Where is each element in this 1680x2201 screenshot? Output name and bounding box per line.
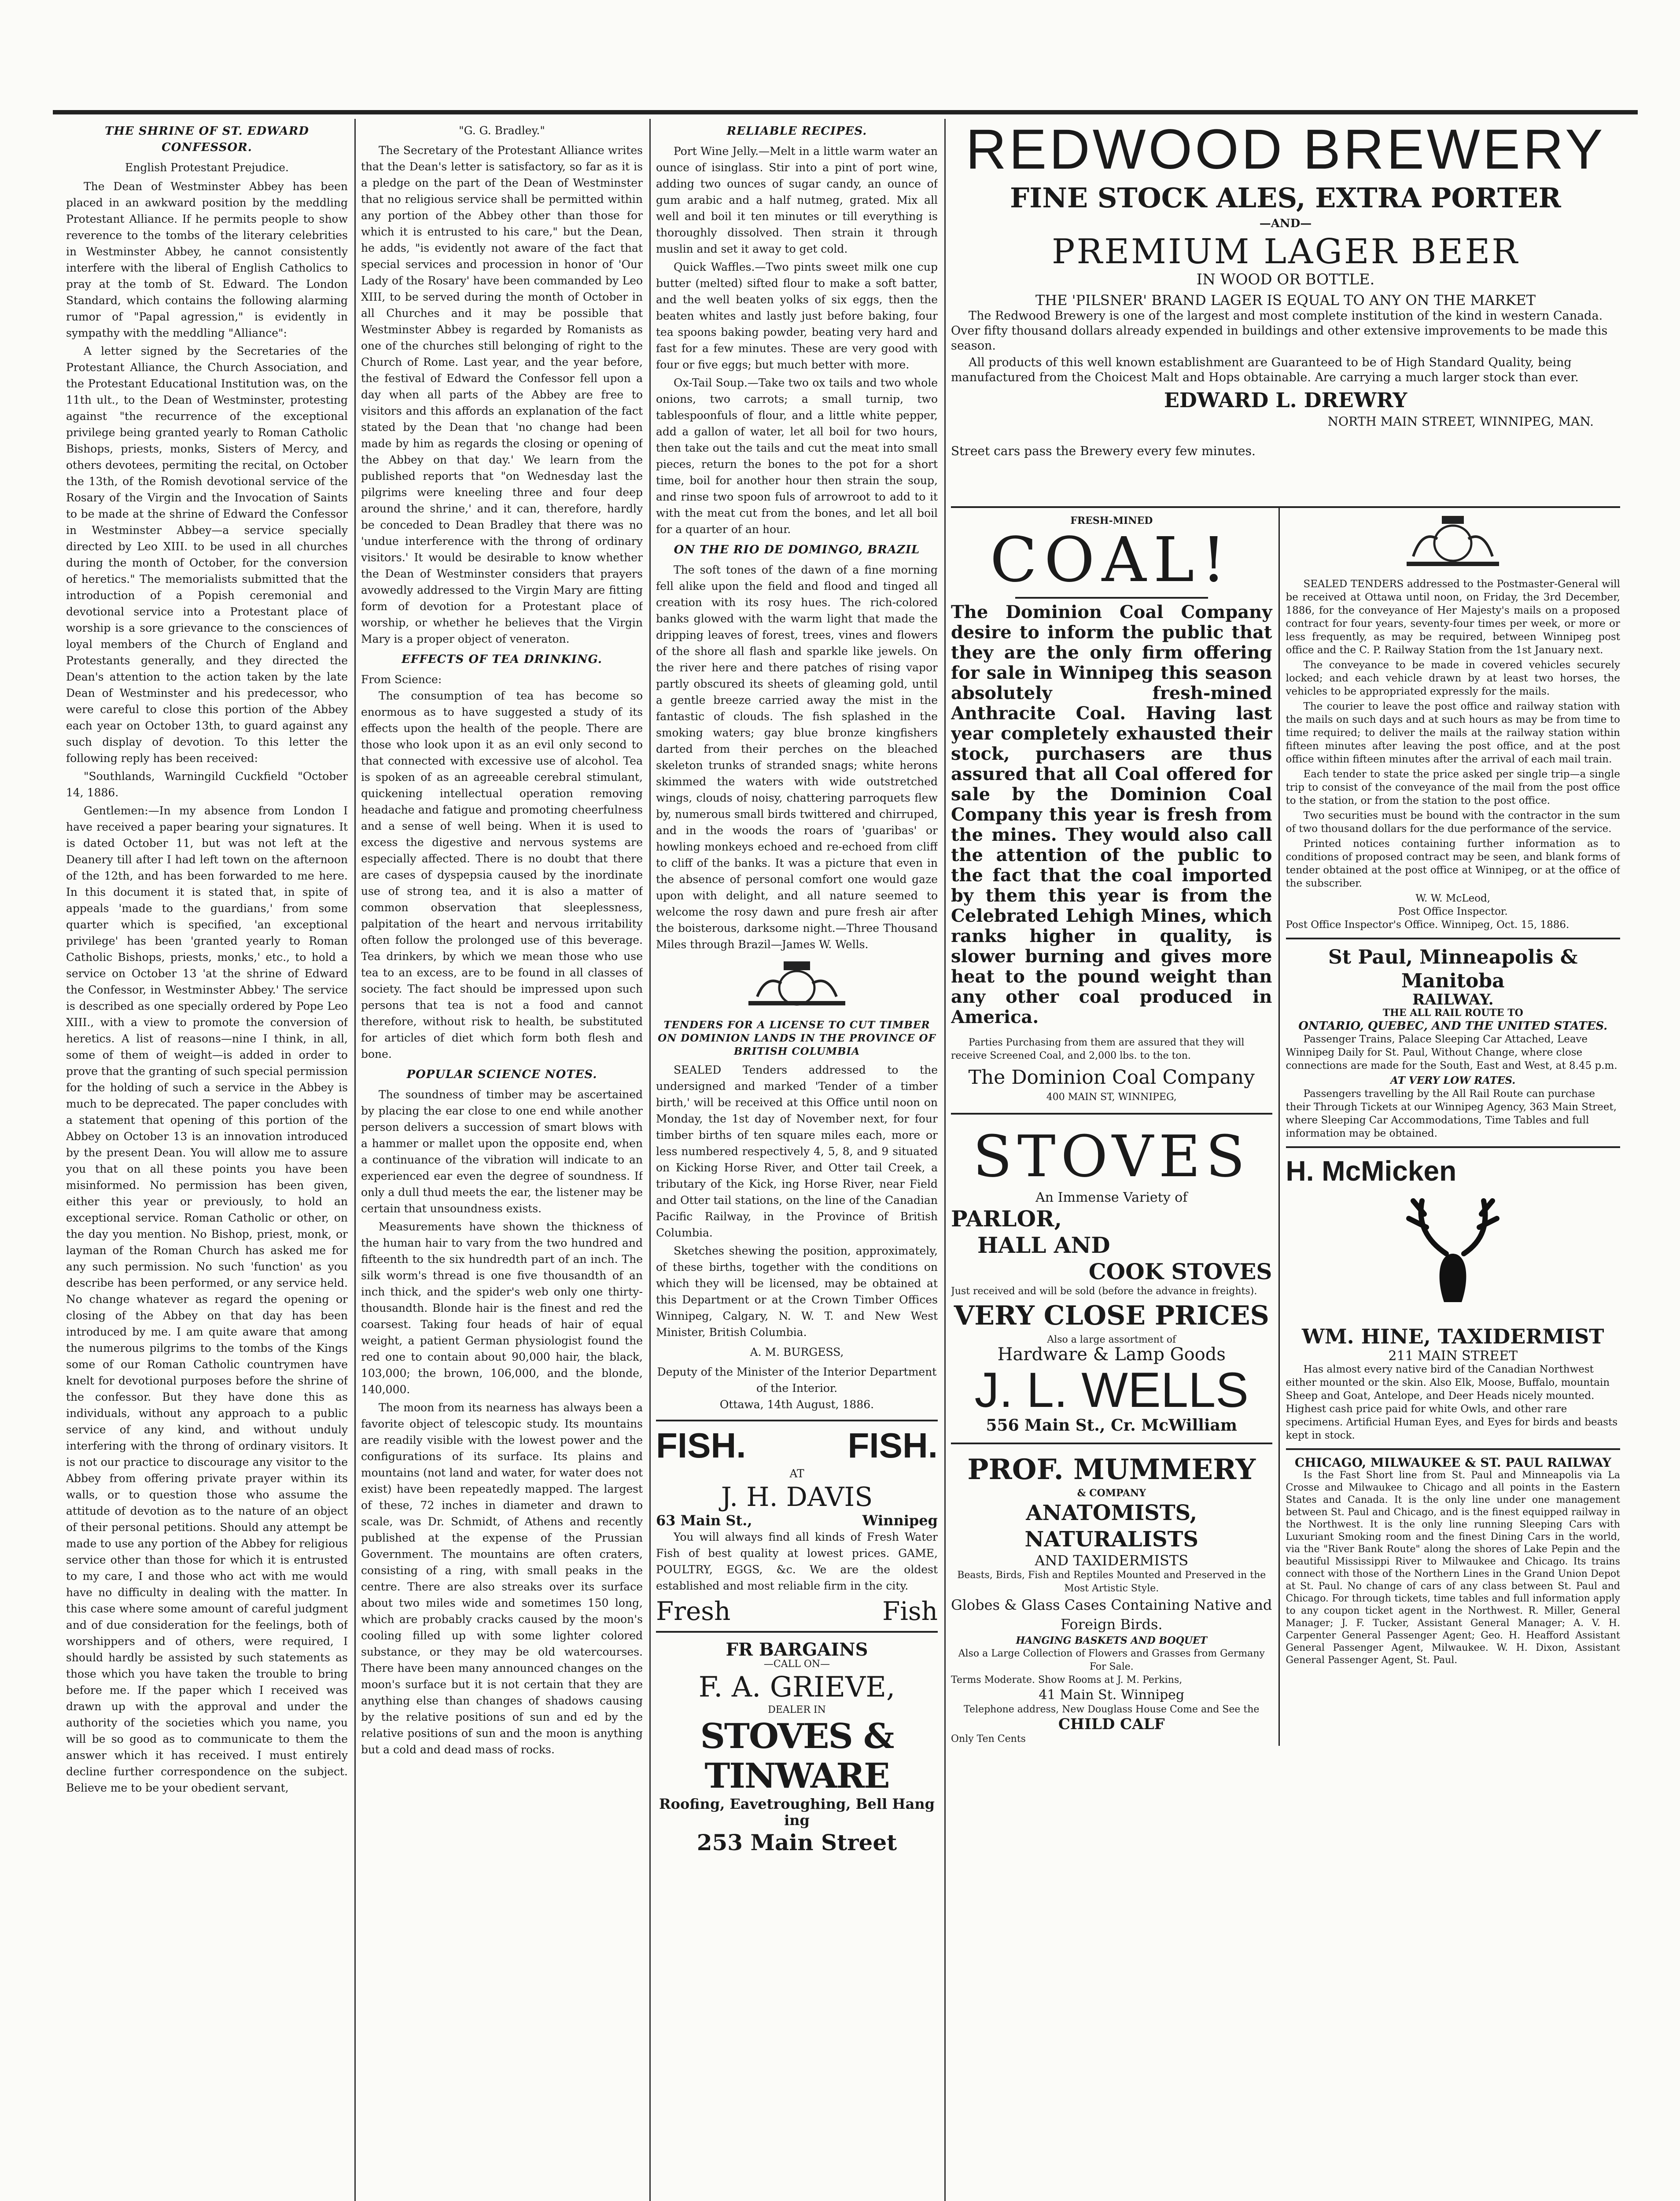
brewery-ad [951,119,1620,508]
brewery-name: REDWOOD BREWERY [965,119,1606,181]
mummery-text: Beasts, Birds, Fish and Reptiles Mounted and Preserved in the Most Artistic Style. [957,1570,1266,1594]
call-on: —CALL ON— [763,1659,830,1670]
brewery-line2: PREMIUM LAGER BEER [1051,232,1520,272]
fish-address: 63 Main St., [656,1512,752,1529]
article-title: POPULAR SCIENCE NOTES. [406,1068,597,1081]
stoves-also: Also a large assortment of [1047,1334,1176,1345]
stoves-variety: An Immense Variety of [1035,1190,1188,1205]
coal-body: The Dominion Coal Company desire to inform the public that they are the only firm offering for sale in Winnipeg this season absolutely fresh-mined Anthracite Coal. Having last year completely exhausted their stock, purchasers are thus assured that all Coal offered for sale by the Dominion Coal Company this year is fresh from the mines. They would also call the attention of the public to the fact that the coal imported by them this year is from the Celebrated Lehigh Mines, which ranks higher in quality, is slower burning and gives more heat to the pound weight than any other coal produced in America. [951,602,1272,1027]
paragraph: The moon from its nearness has always been a favorite object of telescopic study. Its mountains are readily visible with the lowest power and the configurations of its surface. Its plains and mountains (not land and water, for water does not exist) have been repeatedly mapped. The largest of these, 72 inches in diameter and drawn to scale, was Dr. Schmidt, of Athens and recently published at the expense of the Prussian Government. The mountains are often craters, consisting of a ring, with small peaks in the centre. There are also streaks over its surface about two miles wide and sometimes 150 long, which are probably cracks caused by the moon's cooling filled up with some lighter colored substance, or they may be old watercourses. There have been many announced changes on the moon's surface but it is not certain that they are anything else than changes of shadows causing by the relative positions of sun and ed by the relative positions of sun and the moon is anything but a cold and dead mass of rocks. [361,1401,643,1756]
paragraph: Sketches shewing the position, approximately, of these births, together with the conditions on which they will be licensed, may be obtained at this Department or at the Crown Timber Offices Winnipeg, Calgary, N. W. T. and New West Minister, British Columbia. [656,1244,938,1339]
paragraph: "Southlands, Warningild Cuckfield "October 14, 1886. [66,770,348,799]
paragraph: The soft tones of the dawn of a fine morning fell alike upon the field and flood and tinged all creation with its rosy hues. The rich-colored banks glowed with the warm light that made the dripping leaves of forest, trees, vines and flowers of the shore all flash and sparkle like jewels. On the river here and there patches of rising vapor partly obscured its sheets of gleaming gold, until a gentle breeze carried away the mist in the fantastic of clouds. The fish splashed in the smoking waters; gay blue bronze kingfishers darted from their perches on the bleached skeleton trunks of stranded snags; white herons skimmed the waters with wide outstretched wings, clouds of noisy, chattering parroquets flew by, numerous small birds twittered and chirruped, and in the woods the roars of 'guaribas' or howling monkeys echoed and re-echoed from cliff to cliff of the banks. It was a picture that even in the absence of personal comfort one would gaze upon with delight, and all nature seemed to welcome the rosy dawn and pure fresh air after the boisterous, darksome night.—Three Thousand Miles through Brazil—James W. Wells. [656,563,938,951]
stoves-parlor: PARLOR, [951,1206,1062,1232]
wells-name: J. L. WELLS [974,1362,1249,1417]
mummery-company: & COMPANY [1077,1487,1146,1499]
mcmicken-name: H. McMicken [1286,1155,1457,1187]
grieve-ad [656,1639,938,1857]
paragraph: Is the Fast Short line from St. Paul and Minneapolis via La Crosse and Milwaukee to Chicago and all points in the Eastern States and Canada. It is the only line under one management between St. Paul and Chicago, and is the finest equipped railway in the Northwest. It is the only line running Sleeping Cars with Luxuriant Smoking room and the finest Dining Cars in the world, via the "River Bank Route" along the shores of Lake Pepin and the beautiful Mississippi River to Milwaukee and Chicago. Its trains connect with those of the Northern Lines in the Grand Union Depot at St. Paul. No change of cars of any class between St. Paul and Chicago. For through tickets, time tables and full information apply to any coupon ticket agent in the Northwest. R. Miller, General Manager; J. F. Tucker, Assistant General Manager; A. V. H. Carpenter General Passenger Agent; Geo. H. Heafford Assistant General Passenger Agent, Milwaukee. W. H. Dixon, Assistant General Passenger Agent, St. Paul. [1286,1470,1620,1666]
paragraph: Measurements have shown the thickness of the human hair to vary from the two hundred and fifteenth to the six hundredth part of an inch. The silk worm's thread is one five thousandth of an inch thick, and the spider's web only one thirty-thousandth. Blonde hair is the finest and red the coarsest. Taking four heads of hair of equal weight, a patient German physiologist found the red one to contain about 90,000 hair, the black, 103,000; the brown, 106,000, and the blonde, 140,000. [361,1220,643,1396]
article-title: RELIABLE RECIPES. [726,125,867,138]
coal-address: 400 MAIN ST, WINNIPEG, [1046,1092,1177,1103]
brewery-tail: Street cars pass the Brewery every few minutes. [951,444,1256,458]
mummery-also: Also a Large Collection of Flowers and Grasses from Germany For Sale. [958,1648,1265,1672]
article-subtitle: English Protestant Prejudice. [125,161,289,174]
mummery-globes: Globes & Glass Cases Containing Native and Foreign Birds. [951,1597,1272,1633]
paragraph: A letter signed by the Secretaries of the Protestant Alliance, the Church Association, and the Protestant Educational Institution was, on the 11th ult., to the Dean of Westminster, protesting against "the recurrence of the exceptional privilege being granted yearly to Roman Catholic Bishops, priests, monks, Sisters of Mercy, and others devotees, permiting the recital, on October the 13th, of the Romish devotional service of the Rosary of the Virgin and the Invocation of Saints to be made at the shrine of Edward the Confessor in Westminster Abbey—a service specially directed by Leo XIII. to be used in all churches during the month of October, for the conversion of heretics." The memorialists submitted that the introduction of a Popish ceremonial and devotional service into a Protestant place of worship is a sore grievance to the consciences of loyal members of the Church of England and Protestants generally, and they directed the Dean's attention to the action taken by the late Dean of Westminster and his predecessor, who were careful to close this portion of the Abbey each year on October 13th, to guard against any such display of devotion. To this letter the following reply has been received: [66,345,348,765]
column-rule [649,119,651,2201]
fish-city: Winnipeg [862,1512,938,1529]
coal-title: COAL! [990,524,1233,596]
stoves-received: Just received and will be sold (before the advance in freights). [951,1286,1257,1297]
paragraph: The courier to leave the post office and railway station with the mails on such days and at such hours as may be from time to time required; to deliver the mails at the railway station within fifteen minutes after leaving the post office, and at the post office within fifteen minutes after the arrival of each mail train. [1286,701,1620,765]
coal-fresh: FRESH-MINED [1070,515,1153,526]
paragraph: SEALED TENDERS addressed to the Postmaster-General will be received at Ottawa until noon, on Friday, the 3rd December, 1886, for the conveyance of Her Majesty's mails on a proposed contract for four years, seventy-four times per week, or more or less frequently, as may be required, between Winnipeg post office and the C. P. Railway Station from the 1st January next. [1286,578,1620,656]
paragraph: The consumption of tea has become so enormous as to have suggested a study of its effects upon the health of the people. There are those who look upon it as an evil only second to that connected with excessive use of alcohol. Tea is spoken of as an agreeable cerebral stimulant, quickening intellectual operation removing headache and fatigue and promoting cheerfulness and a sense of well being. When it is used to excess the digestive and nervous systems are especially affected. There is no doubt that there are cases of dyspepsia caused by the inordinate use of strong tea, and it is also a matter of common observation that sleeplessness, palpitation of the heart and nervous irritability often follow the prolonged use of this beverage. Tea drinkers, by which we mean those who use tea to an excess, are to be found in all classes of society. The fact should be impressed upon such persons that tea is not a food and cannot therefore, without risk to health, be substituted for articles of diet which form both flesh and bone. [361,689,643,1060]
date-line: Ottawa, 14th August, 1886. [719,1398,874,1411]
paragraph: Passengers travelling by the All Rail Route can purchase their Through Tickets at our Winnipeg Agency, 363 Main Street, where Sleeping Car Accommodations, Time Tables and full information may be obtained. [1286,1088,1617,1139]
ads-right [1280,508,1620,1746]
fish-at: AT [789,1467,804,1480]
milwaukee-title: CHICAGO, MILWAUKEE & ST. PAUL RAILWAY [1294,1455,1611,1470]
fish-heading: FISH. [656,1426,746,1465]
coal-company: The Dominion Coal Company [968,1066,1255,1089]
paragraph: Gentlemen:—In my absence from London I have received a paper bearing your signatures. It is dated October 11, but was not left at the Deanery till after I had left town on the afternoon of the 12th, and has been forwarded to me here. In this document it is stated that, in spite of appeals 'made to the guardians,' from some quarter which is specified, 'an exceptional privilege' has been 'granted yearly to Roman Catholic Bishops, priests, monks,' etc., to hold a service on October 13 'at the shrine of Edward the Confessor, in Westminster Abbey.' The service is described as one specially ordered by Pope Leo XIII., with a view to promote the conversion of heretics. A list of reasons—nine I think, in all, some of them of weight—is added in order to prove that the granting of such special permission for the holding of such a service in the Abbey is much to be deprecated. The paper concludes with a statement that opening of this portion of the Abbey on October 13 is an innovation introduced by the present Dean. You will allow me to assure you that on all these points you have been misinformed. No permission has been given, either this year or previously, to hold an exceptional service. Roman Catholic or other, on the day you mention. No Bishop, priest, monk, or layman of the Roman Church has asked me for any such permission. No such 'function' as you describe has been performed, or any service held. No change whatever as regard the opening or closing of the Abbey on that day has been introduced by me. I am quite aware that among the numerous pilgrims to the tombs of the Kings some of our Roman Catholic countrymen have knelt for devotional purposes before the shrine of the confessor. But they have done this as individuals, without any approach to a public service of any kind, and without unduly interfering with the throng of ordinary visitors. It is not our practice to discourage any visitor to the Abbey from offering private prayer within its walls, or to question those who assume the attitude of devotion as to the nature of an object of their personal petitions. Should any attempt be made to use any portion of the Abbey for religious service other than those for which it is entrusted to my care, I and those who act with me would have no difficulty in dealing with the matter. In this case where some amount of careful judgment and of due consideration for the feelings, both of worshippers and of others, were required, I should hardly be assisted by such statements as those which you have taken the trouble to bring before me. If the paper which I received was drawn up with the approval and under the authority of the societies which you name, you will be so good as to communicate to them the answer which it has received. I must entirely decline further correspondence on the subject. Believe me to be your obedient servant, [66,804,348,1794]
column-2 [361,119,643,2201]
source-line: From Science: [361,673,442,686]
mummery-address: 41 Main St. Winnipeg [1039,1687,1185,1703]
railway-sub: RAILWAY. [1412,991,1494,1008]
fish-ad [656,1420,938,1633]
signature: A. M. BURGESS, [750,1346,844,1358]
fish-heading: FISH. [847,1426,938,1465]
fish-footer: Fish [882,1596,938,1626]
mummery-terms: Terms Moderate. Show Rooms at J. M. Perkins, [951,1675,1183,1686]
top-rule [53,110,1638,114]
paragraph: Parties Purchasing from them are assured that they will receive Screened Coal, and 2,000 lbs. to the ton. [951,1037,1245,1061]
fish-footer: Fresh [656,1596,731,1626]
railway-route: THE ALL RAIL ROUTE TO [1382,1007,1523,1019]
paragraph: The Secretary of the Protestant Alliance writes that the Dean's letter is satisfactory, so far as it is a pledge on the part of the Dean of Westminster that no religious service shall be permitted within any portion of the Abbey other than those for which it is entrusted to his care," but the Dean, he adds, "is evidently not aware of the fact that special services and procession in honor of 'Our Lady of the Rosary' have been commanded by Leo XIII, to be served during the month of October in all Churches and it may be possible that Westminster Abbey is regarded by Romanists as one of the churches still belonging of right to the Church of Rome. Last year, and the year before, the festival of Edward the Confessor fell upon a day when all parts of the Abbey are free to visitors and this affords an explanation of the fact stated by the Dean that 'no change had been made by him as regards the closing or opening of the Abbey on that day.' We learn from the published reports that "on Wednesday last the pilgrims were kneeling three and four deep around the shrine,' and it can, therefore, hardly be conceded to Dean Bradley that there was no 'undue interference with the throng of ordinary visitors.' It would be desirable to know whether the Dean of Westminster considers that prayers avowedly addressed to the Virgin Mary are fitting form of devotion for a Protestant place of worship, or whether he believes that the Virgin Mary is a proper object of veneraton. [361,144,643,645]
mummery-taxidermists: AND TAXIDERMISTS [1035,1552,1189,1569]
brewery-address: NORTH MAIN STREET, WINNIPEG, MAN. [1327,414,1594,429]
column-3 [656,119,938,2201]
taxidermist-address: 211 MAIN STREET [1388,1348,1518,1364]
paragraph: You will always find all kinds of Fresh Water Fish of best quality at lowest prices. GAME, POULTRY, EGGS, &c. We are the oldest established and most reliable firm in the city. [656,1531,938,1592]
article-title: EFFECTS OF TEA DRINKING. [402,653,602,666]
royal-crest-icon [656,957,938,1014]
stoves-tinware: STOVES & TINWARE [700,1716,894,1796]
ads-left [951,508,1280,1746]
deer-head-icon [1286,1188,1620,1323]
post-office-crest-icon [1286,512,1620,573]
railway-dest: ONTARIO, QUEBEC, AND THE UNITED STATES. [1298,1020,1608,1033]
paragraph: Ox-Tail Soup.—Take two ox tails and two whole onions, two carrots; a small turnip, two tablespoonfuls of flour, and a little white pepper, add a gallon of water, let all boil for two hours, then take out the tails and cut the meat into small pieces, return the bones to the pot for a short time, boil for another hour then strain the soup, and rinse two spoon fuls of arrowroot to add to it with the meat cut from the bones, and let all boil for a quarter of an hour. [656,376,938,536]
article-title: THE SHRINE OF ST. EDWARD CONFESSOR. [105,125,309,154]
date-line: Post Office Inspector's Office. Winnipeg, Oct. 15, 1886. [1286,919,1569,931]
grieve-name: F. A. GRIEVE, [698,1671,895,1704]
paragraph: The soundness of timber may be ascertained by placing the ear close to one end while another person delivers a succession of smart blows with a hammer or mallet upon the opposite end, when a continuance of the vibration will indicate to an experienced ear even the degree of soundness. If only a dull thud meets the ear, the listener may be certain that unsoundness exists. [361,1088,643,1215]
column-rule [354,119,356,2201]
stoves-hall: HALL AND [977,1232,1110,1258]
mummery-phone: Telephone address, New Douglass House Come and See the [964,1704,1260,1715]
signature: "G. G. Bradley." [459,124,545,137]
signature-title: Post Office Inspector. [1398,906,1508,917]
newspaper-page [53,79,1638,2201]
mummery-title: PROF. MUMMERY [967,1453,1256,1486]
mummery-hanging: HANGING BASKETS AND BOQUET [1016,1635,1208,1646]
mummery-anatomists: ANATOMISTS, NATURALISTS [1024,1501,1198,1552]
mummery-ten: Only Ten Cents [951,1734,1026,1745]
mummery-calf: CHILD CALF [1058,1715,1165,1733]
bargains-heading: FR BARGAINS [726,1639,868,1660]
paragraph: The conveyance to be made in covered vehicles securely locked; and each vehicle drawn by at least two horses, the vehicles to be appropriated expressly for the mails. [1286,659,1620,697]
signature-title: Deputy of the Minister of the Interior Department of the Interior. [657,1366,937,1395]
railway-title: St Paul, Minneapolis & Manitoba [1328,946,1578,992]
column-1 [66,119,348,2201]
paragraph: All products of this well known establishment are Guaranteed to be of High Standard Quality, being manufactured from the Choicest Malt and Hops obtainable. Are carrying a much larger stock than ever. [951,356,1579,384]
signature: W. W. McLeod, [1415,893,1491,904]
brewery-and: —AND— [1259,217,1312,230]
wells-address: 556 Main St., Cr. McWilliam [986,1416,1238,1435]
grieve-services: Roofing, Eavetroughing, Bell Hang ing [659,1796,935,1829]
stoves-prices: VERY CLOSE PRICES [954,1300,1269,1331]
brewery-pilsner: THE 'PILSNER' BRAND LAGER IS EQUAL TO ANY ON THE MARKET [1035,292,1536,309]
brewery-owner: EDWARD L. DREWRY [1164,388,1407,412]
tender-title: TENDERS FOR A LICENSE TO CUT TIMBER ON DOMINION LANDS IN THE PROVINCE OF BRITISH COLUMBIA [658,1019,936,1057]
stoves-cook: COOK STOVES [1088,1259,1272,1285]
fish-merchant: J. H. DAVIS [721,1482,873,1513]
railway-rates: AT VERY LOW RATES. [1390,1075,1516,1086]
column-rule [944,119,946,2201]
grieve-address: 253 Main Street [696,1829,897,1855]
paragraph: Each tender to state the price asked per single trip—a single trip to consist of the conveyance of the mail from the post office to the station, or from the station to the post office. [1286,769,1620,806]
stoves-title: STOVES [973,1123,1250,1190]
brewery-line3: IN WOOD OR BOTTLE. [1196,271,1375,288]
paragraph: Two securities must be bound with the contractor in the sum of two thousand dollars for the due performance of the service. [1286,810,1620,835]
paragraph: Quick Waffles.—Two pints sweet milk one cup butter (melted) sifted flour to make a soft batter, and the well beaten yolks of six eggs, then the beaten whites and lastly just before baking, four tea spoons baking powder, beating very hard and fast for a few minutes. These are very good with four or five eggs; but much better with more. [656,261,938,371]
stoves-hardware: Hardware & Lamp Goods [997,1344,1226,1365]
column-4-ads [951,119,1620,2201]
paragraph: SEALED Tenders addressed to the undersigned and marked 'Tender of a timber birth,' will be received at this Office until noon on Monday, the 1st day of November next, for four timber births of ten square miles each, more or less numbered respectively 4, 5, 8, and 9 situated on Kicking Horse River, and Otter tail Creek, a tributary of the Kick, ing Horse River, near Field and Otter tail stations, on the line of the Canadian Pacific Railway, in the Province of British Columbia. [656,1064,938,1239]
dealer-in: DEALER IN [768,1704,826,1715]
paragraph: The Redwood Brewery is one of the largest and most complete institution of the kind in western Canada. Over fifty thousand dollars already expended in buildings and other extensive improvements to be made this season. [951,309,1608,353]
brewery-line1: FINE STOCK ALES, EXTRA PORTER [1010,182,1561,214]
paragraph: Port Wine Jelly.—Melt in a little warm water an ounce of isinglass. Stir into a pint of port wine, adding two ounces of sugar candy, an ounce of gum arabic and a half nutmeg, grated. Mix all well and boil it ten minutes or till everything is thoroughly dissolved. Then strain it through muslin and set it away to get cold. [656,145,938,255]
article-title: ON THE RIO DE DOMINGO, BRAZIL [674,543,920,556]
paragraph: Has almost every native bird of the Canadian Northwest either mounted or the skin. Also Elk, Moose, Buffalo, mountain Sheep and Goat, Antelope, and Deer Heads nicely mounted. Highest cash price paid for white Owls, and other rare specimens. Artificial Human Eyes, and Eyes for birds and beasts kept in stock. [1286,1364,1618,1441]
taxidermist-name: WM. HINE, TAXIDERMIST [1302,1325,1604,1348]
paragraph: The Dean of Westminster Abbey has been placed in an awkward position by the meddling Protestant Alliance. If he permits people to show reverence to the tombs of the literary celebrities in Westminster Abbey, he cannot consistently interfere with the liberal of English Catholics to pray at the tomb of St. Edward. The London Standard, which contains the following alarming rumor of "Papal agression," is evidently in sympathy with the meddling "Alliance": [66,180,348,339]
paragraph: Printed notices containing further information as to conditions of proposed contract may be seen, and blank forms of tender obtained at the post office at Winnipeg, or at the office of the subscriber. [1286,838,1620,889]
paragraph: Passenger Trains, Palace Sleeping Car Attached, Leave Winnipeg Daily for St. Paul, Without Change, where close connections are made for the South, East and West, at 8.45 p.m. [1286,1034,1617,1071]
